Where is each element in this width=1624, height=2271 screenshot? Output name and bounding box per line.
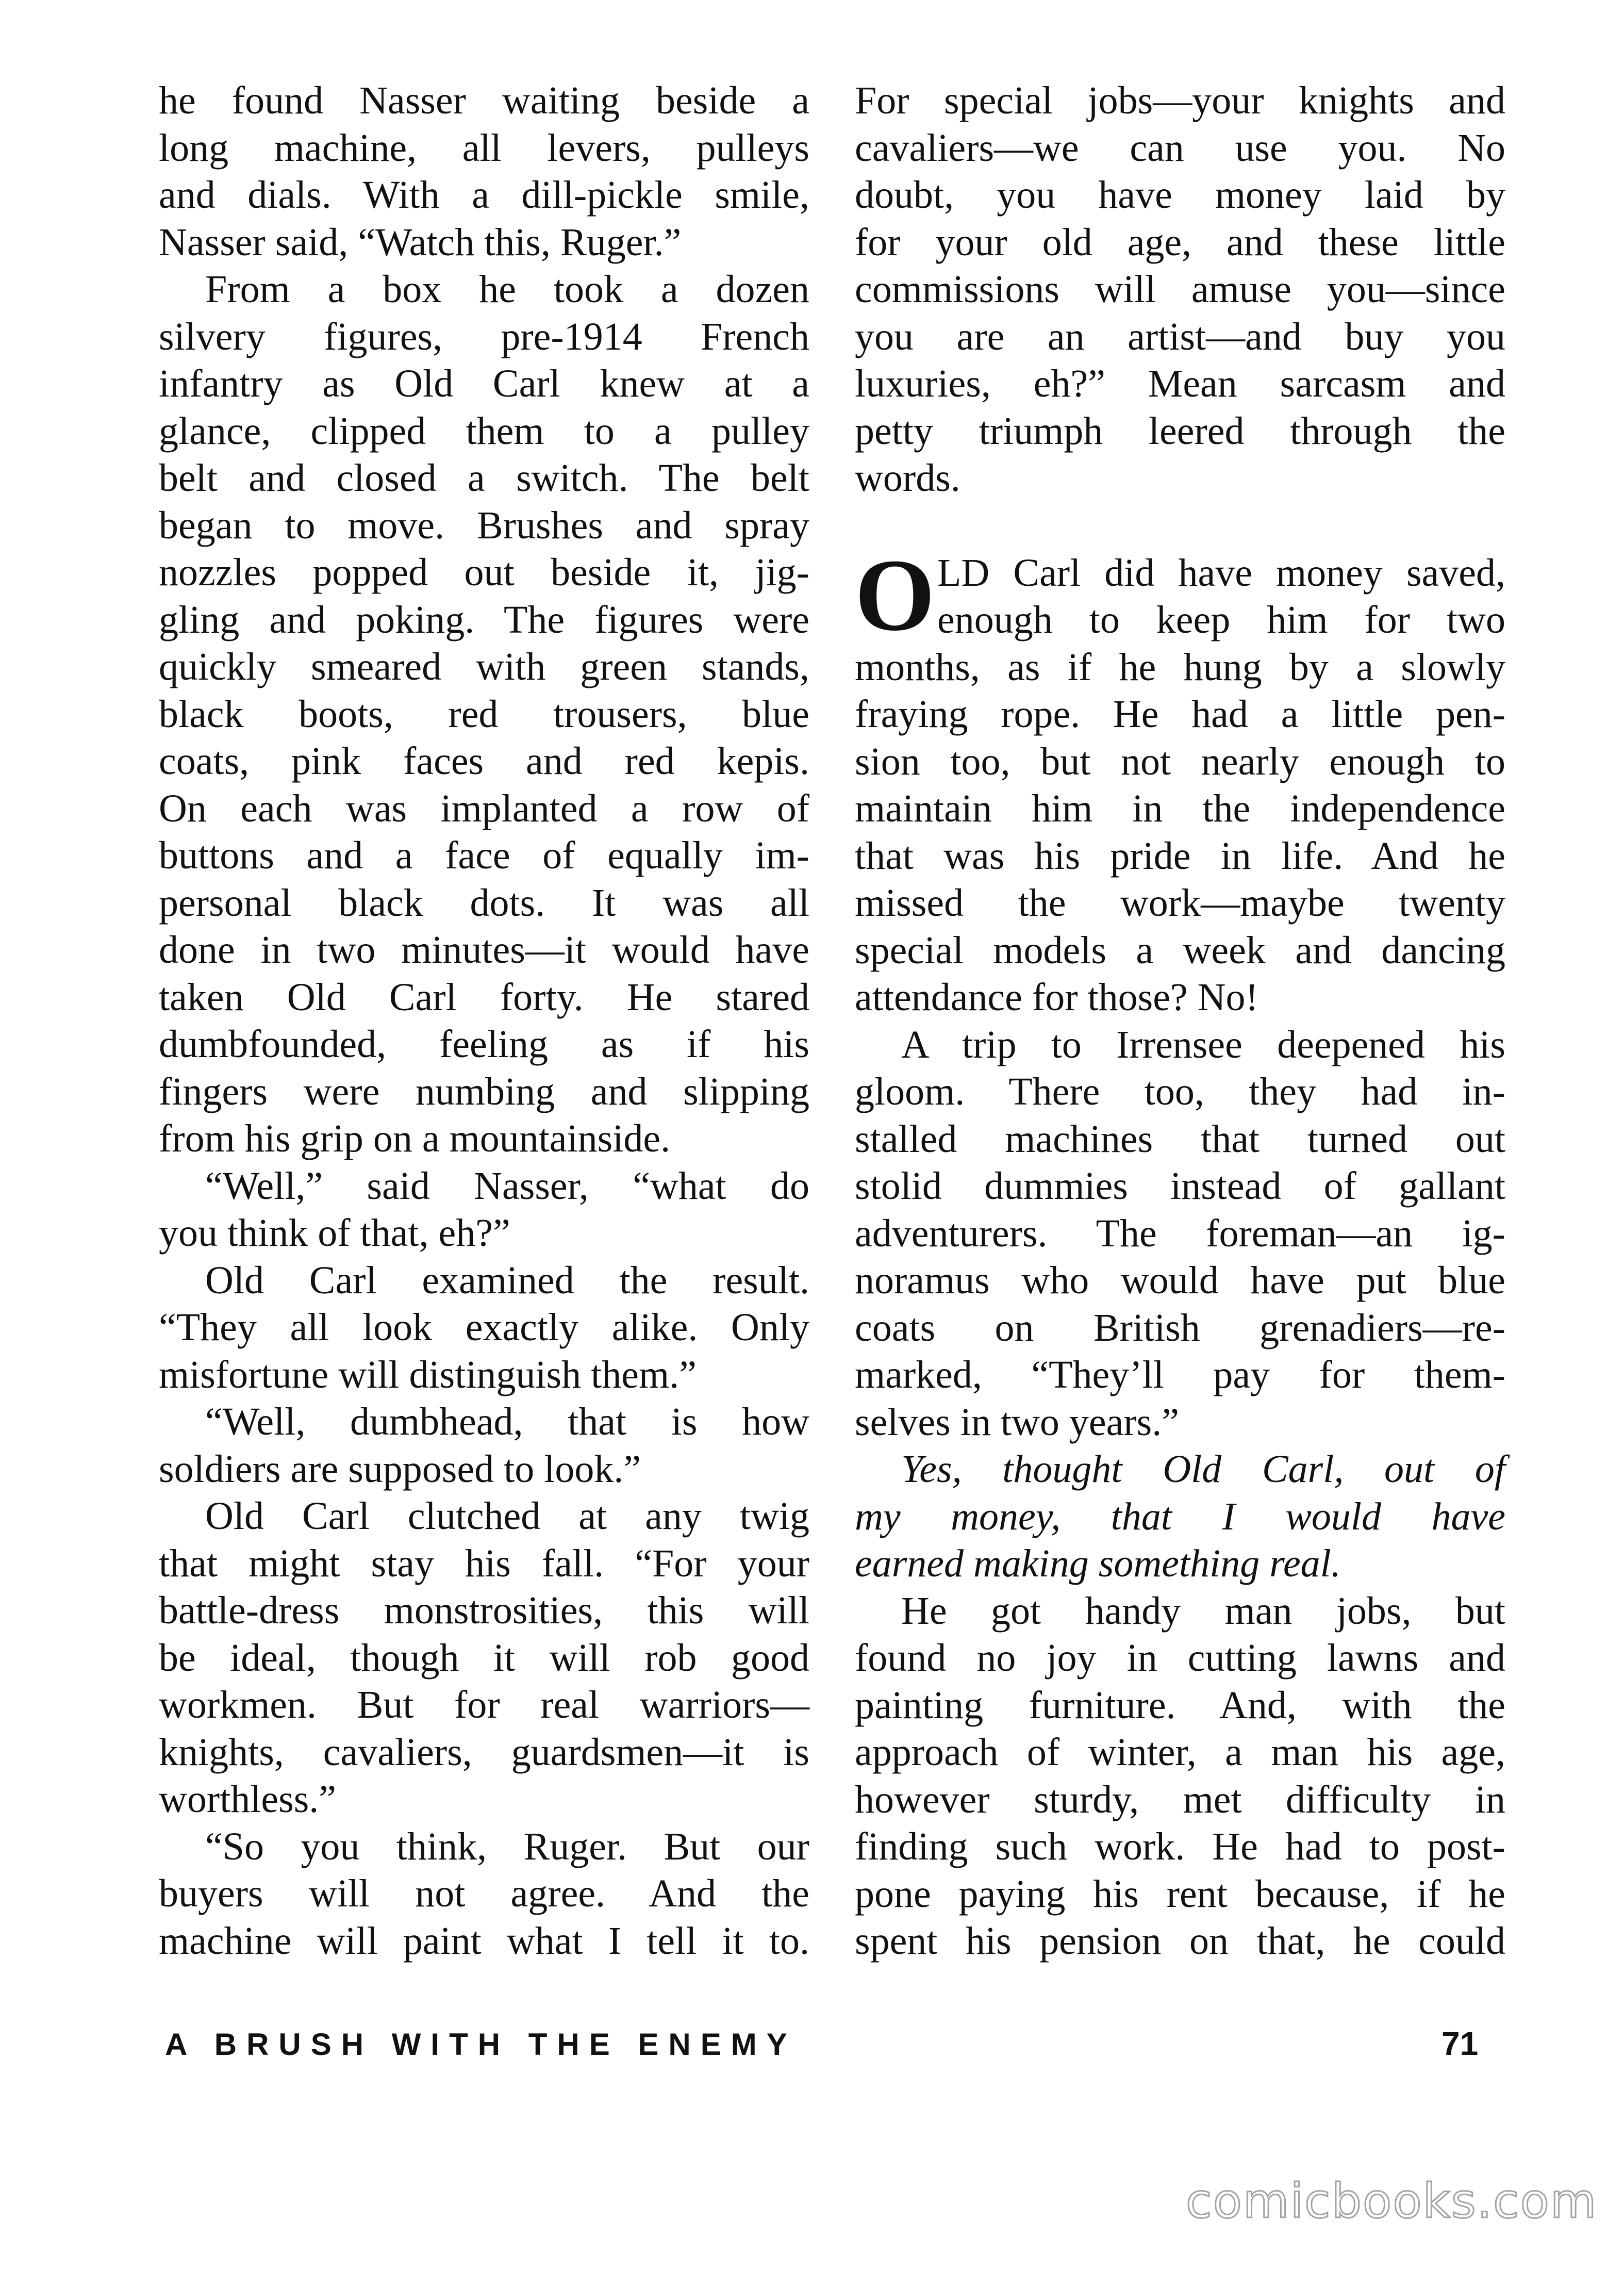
text-line: stolid dummies instead of gallant [855,1164,1505,1208]
site-watermark: comicbooks.com [1186,2174,1598,2229]
text-line: He got handy man jobs, but [901,1589,1505,1633]
text-line: enough to keep him for two [937,598,1505,641]
text-line: battle-dress monstrosities, this will [159,1589,809,1632]
text-line: workmen. But for real warriors— [159,1683,809,1726]
text-line: glance, clipped them to a pulley [159,409,809,453]
text-line: nozzles popped out beside it, jig- [159,551,809,594]
text-line: silvery figures, pre-1914 French [159,315,809,358]
text-line: cavaliers—we can use you. No [855,126,1505,170]
text-line: knights, cavaliers, guardsmen—it is [159,1730,809,1774]
text-line: Nasser said, “Watch this, Ruger.” [159,220,682,264]
text-line: personal black dots. It was all [159,881,809,925]
text-line: commissions will amuse you—since [855,268,1505,311]
text-line: began to move. Brushes and spray [159,503,809,547]
drop-cap: O [855,538,935,652]
text-line: machine will paint what I tell it to. [159,1919,809,1963]
text-line: taken Old Carl forty. He stared [159,975,809,1019]
text-line: attendance for those? No! [855,976,1258,1019]
text-line: and dials. With a dill-pickle smile, [159,173,809,217]
text-line: “So you think, Ruger. But our [205,1824,809,1868]
text-line: be ideal, though it will rob good [159,1636,809,1680]
text-line: gling and poking. The figures were [159,598,809,641]
text-line: soldiers are supposed to look.” [159,1447,641,1491]
text-line: approach of winter, a man his age, [855,1731,1505,1774]
dropcap-paragraph-start [855,538,1505,652]
text-line: you think of that, eh?” [159,1211,510,1255]
text-line: buyers will not agree. And the [159,1872,809,1915]
section-break [855,502,1505,550]
text-line: From a box he took a dozen [205,268,809,311]
text-line: For special jobs—your knights and [855,79,1505,122]
text-line: adventurers. The foreman—an ig- [855,1211,1505,1255]
text-line: Yes, thought Old Carl, out of [901,1447,1505,1491]
text-line: Old Carl clutched at any twig [205,1494,809,1538]
text-line: maintain him in the independence [855,787,1505,830]
text-line: painting furniture. And, with the [855,1683,1505,1727]
left-column [159,77,809,1965]
text-line: “Well,” said Nasser, “what do [205,1164,809,1208]
text-line: months, as if he hung by a slowly [855,645,1505,689]
text-line: found no joy in cutting lawns and [855,1636,1505,1680]
text-line: A trip to Irrensee deepened his [901,1023,1505,1066]
text-line: missed the work—maybe twenty [855,881,1505,925]
text-line: fraying rope. He had a little pen- [855,693,1505,736]
text-line: from his grip on a mountainside. [159,1117,671,1160]
text-line: On each was implanted a row of [159,786,809,830]
text-line: noramus who would have put blue [855,1259,1505,1302]
text-line: long machine, all levers, pulleys [159,126,809,170]
text-line: coats on British grenadiers—re- [855,1306,1505,1350]
text-line: for your old age, and these little [855,220,1505,264]
text-line: finding such work. He had to post- [855,1825,1505,1868]
text-line: however sturdy, met difficulty in [855,1778,1505,1821]
text-line: “They all look exactly alike. Only [159,1306,809,1349]
text-line: quickly smeared with green stands, [159,645,809,688]
text-line: gloom. There too, they had in- [855,1070,1505,1113]
text-line: selves in two years.” [855,1400,1179,1444]
text-line: worthless.” [159,1778,337,1821]
text-line: fingers were numbing and slipping [159,1069,809,1113]
text-line: that was his pride in life. And he [855,834,1505,878]
text-line: petty triumph leered through the [855,409,1505,453]
text-line: special models a week and dancing [855,928,1505,972]
text-line: buttons and a face of equally im- [159,834,809,877]
text-line: earned making something real. [855,1542,1341,1585]
text-line: that might stay his fall. “For your [159,1541,809,1585]
text-line: done in two minutes—it would have [159,928,809,972]
text-line: LD Carl did have money saved, [937,551,1505,595]
text-line: dumbfounded, feeling as if his [159,1023,809,1066]
text-line: sion too, but not nearly enough to [855,739,1505,783]
text-line: black boots, red trousers, blue [159,692,809,736]
text-line: words. [855,456,960,500]
text-line: belt and closed a switch. The belt [159,456,809,500]
text-line: he found Nasser waiting beside a [159,79,809,122]
text-line: my money, that I would have [855,1494,1505,1538]
text-line: you are an artist—and buy you [855,315,1505,358]
text-line: doubt, you have money laid by [855,173,1505,217]
text-line: coats, pink faces and red kepis. [159,739,809,783]
text-line: Old Carl examined the result. [205,1258,809,1302]
text-line: luxuries, eh?” Mean sarcasm and [855,362,1505,405]
page-number: 71 [1441,2025,1479,2062]
right-column [855,77,1505,1965]
text-line: marked, “They’ll pay for them- [855,1353,1505,1396]
text-line: infantry as Old Carl knew at a [159,362,809,405]
text-line: spent his pension on that, he could [855,1919,1505,1963]
text-line: stalled machines that turned out [855,1117,1505,1161]
text-line: pone paying his rent because, if he [855,1872,1505,1916]
text-line: misfortune will distinguish them.” [159,1353,697,1396]
running-footer-title: A BRUSH WITH THE ENEMY [165,2027,797,2062]
text-line: “Well, dumbhead, that is how [205,1400,809,1443]
